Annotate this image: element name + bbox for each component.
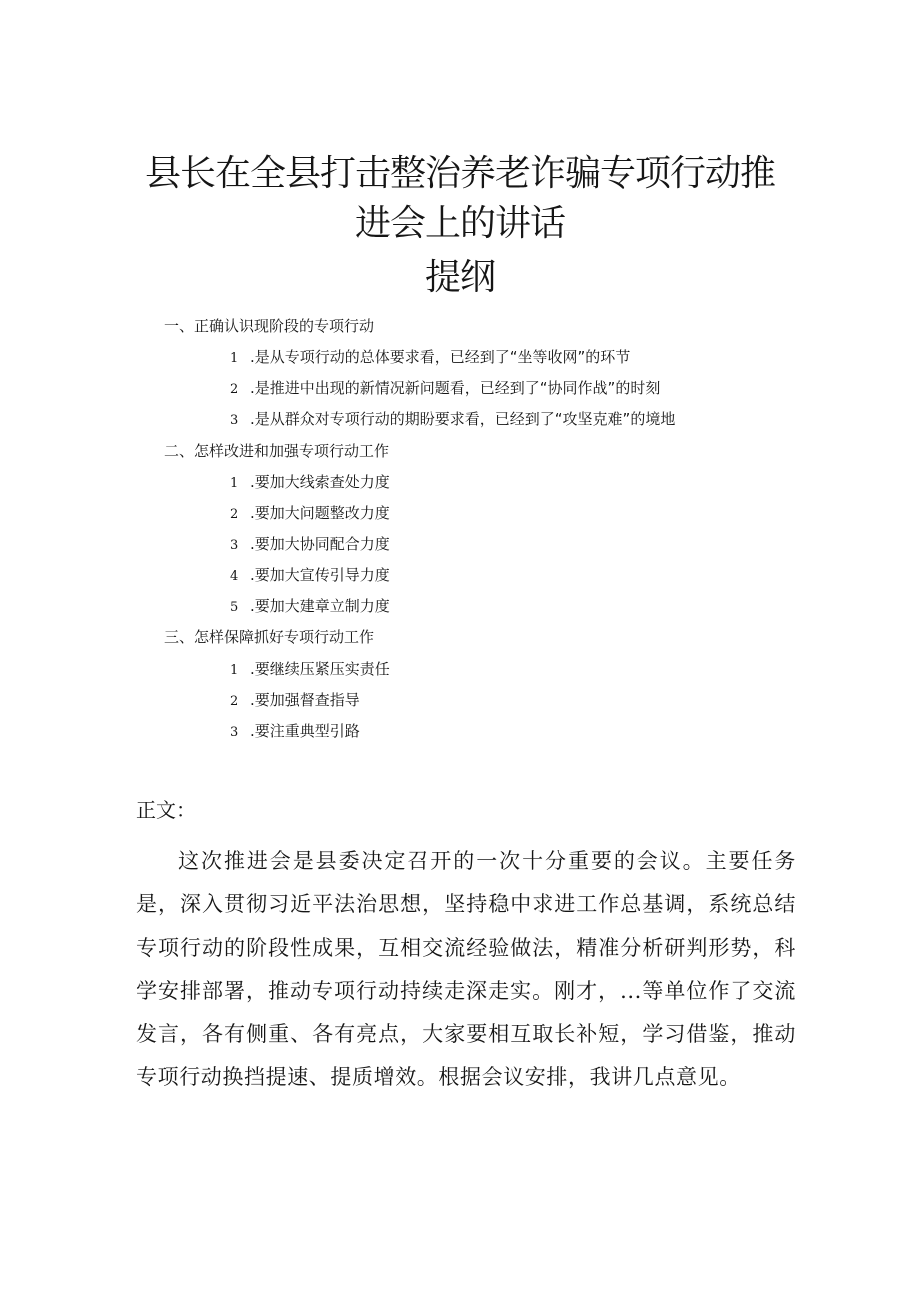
outline-item-text: .要加大宣传引导力度 xyxy=(250,566,390,584)
outline-item-number: 1 xyxy=(230,351,239,366)
outline-item xyxy=(230,659,390,681)
outline-item-number: 5 xyxy=(230,600,239,615)
outline-item xyxy=(230,596,390,618)
outline-item-text: .是从群众对专项行动的期盼要求看，已经到了“攻坚克难”的境地 xyxy=(250,410,676,428)
outline-section-1: 一、正确认识现阶段的专项行动 xyxy=(164,317,375,335)
outline-item xyxy=(230,534,390,556)
outline-item xyxy=(230,565,390,587)
document-title-line-2: 进会上的讲话 xyxy=(354,203,565,244)
outline-item xyxy=(230,347,630,369)
outline-item xyxy=(230,690,360,712)
outline-item-text: .要加大建章立制力度 xyxy=(250,597,390,615)
outline-heading: 提纲 xyxy=(424,257,495,298)
body-paragraph: 这次推进会是县委决定召开的一次十分重要的会议。主要任务是，深入贯彻习近平法治思想，坚持稳中求进工作总基调，系统总结专项行动的阶段性成果，互相交流经验做法，精准分析研判形势，科学安排部署，推动专项行动持续走深走实。刚才，...等单位作了交流发言，各有侧重、各有亮点，大家要相互取长补短，学习借鉴，推动专项行动换挡提速、提质增效。根据会议安排，我讲几点意见。 xyxy=(136,849,796,1090)
outline-item-number: 2 xyxy=(230,382,239,397)
outline-item xyxy=(230,472,390,494)
document-title-line-1: 县长在全县打击整治养老诈骗专项行动推 xyxy=(144,153,775,194)
body-label: 正文： xyxy=(136,798,196,822)
outline-section-3: 三、怎样保障抓好专项行动工作 xyxy=(164,628,375,646)
outline-item-number: 3 xyxy=(230,538,239,553)
outline-item-text: .要注重典型引路 xyxy=(250,722,360,740)
outline-item-text: .要加大问题整改力度 xyxy=(250,504,390,522)
outline-item xyxy=(230,409,675,431)
outline-item-text: .是推进中出现的新情况新问题看，已经到了“协同作战”的时刻 xyxy=(250,379,661,397)
outline-item-number: 3 xyxy=(230,725,239,740)
outline-item xyxy=(230,721,360,743)
outline-item-number: 1 xyxy=(230,476,239,491)
outline-item xyxy=(230,378,660,400)
outline-section-2: 二、怎样改进和加强专项行动工作 xyxy=(164,442,390,460)
outline-item-number: 3 xyxy=(230,413,239,428)
outline-item-text: .要加大线索查处力度 xyxy=(250,473,390,491)
outline-item xyxy=(230,503,390,525)
outline-item-text: .要继续压紧压实责任 xyxy=(250,660,390,678)
outline-item-number: 4 xyxy=(230,569,239,584)
outline-item-text: .是从专项行动的总体要求看，已经到了“坐等收网”的环节 xyxy=(250,348,631,366)
outline-item-number: 2 xyxy=(230,507,239,522)
outline-item-number: 1 xyxy=(230,663,239,678)
outline-item-number: 2 xyxy=(230,694,239,709)
outline-item-text: .要加强督查指导 xyxy=(250,691,360,709)
outline-item-text: .要加大协同配合力度 xyxy=(250,535,390,553)
